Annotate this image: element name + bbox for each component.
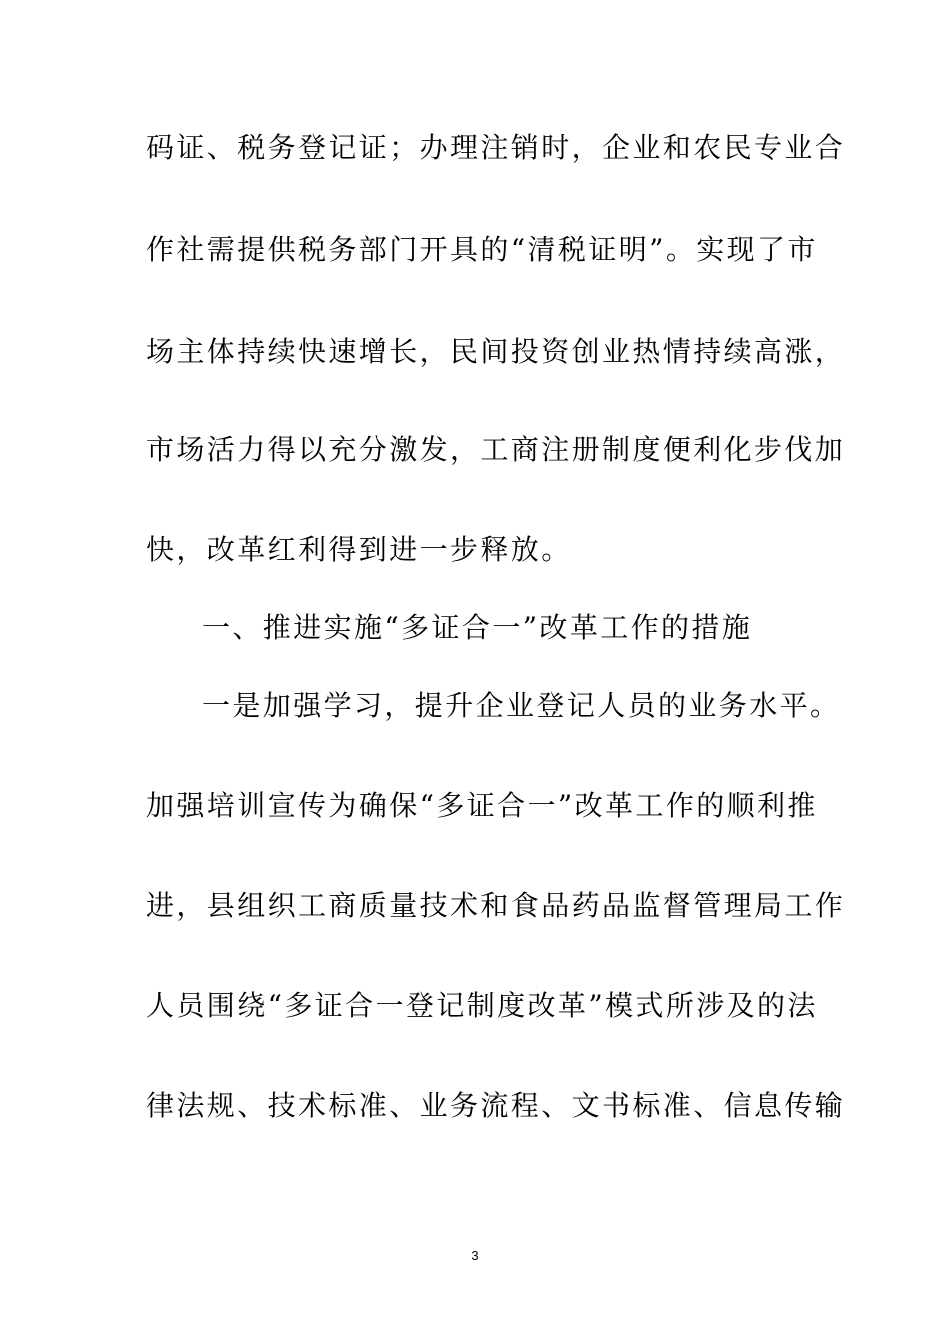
page-number: 3 [471, 1248, 479, 1263]
section-heading: 一、推进实施“多证合一”改革工作的措施 [202, 611, 753, 644]
text-line: 码证、税务登记证；办理注销时，企业和农民专业合 [146, 131, 846, 164]
text-line: 作社需提供税务部门开具的“清税证明”。实现了市 [146, 233, 818, 266]
text-line: 加强培训宣传为确保“多证合一”改革工作的顺利推 [146, 789, 818, 822]
text-line: 场主体持续快速增长，民间投资创业热情持续高涨， [146, 335, 846, 368]
text-line: 市场活力得以充分激发，工商注册制度便利化步伐加 [146, 433, 846, 466]
text-line: 进，县组织工商质量技术和食品药品监督管理局工作 [146, 889, 846, 922]
text-line: 律法规、技术标准、业务流程、文书标准、信息传输 [146, 1089, 846, 1122]
text-line: 快，改革红利得到进一步释放。 [146, 533, 572, 566]
text-line: 一是加强学习，提升企业登记人员的业务水平。 [202, 689, 841, 722]
text-line: 人员围绕“多证合一登记制度改革”模式所涉及的法 [146, 989, 818, 1022]
